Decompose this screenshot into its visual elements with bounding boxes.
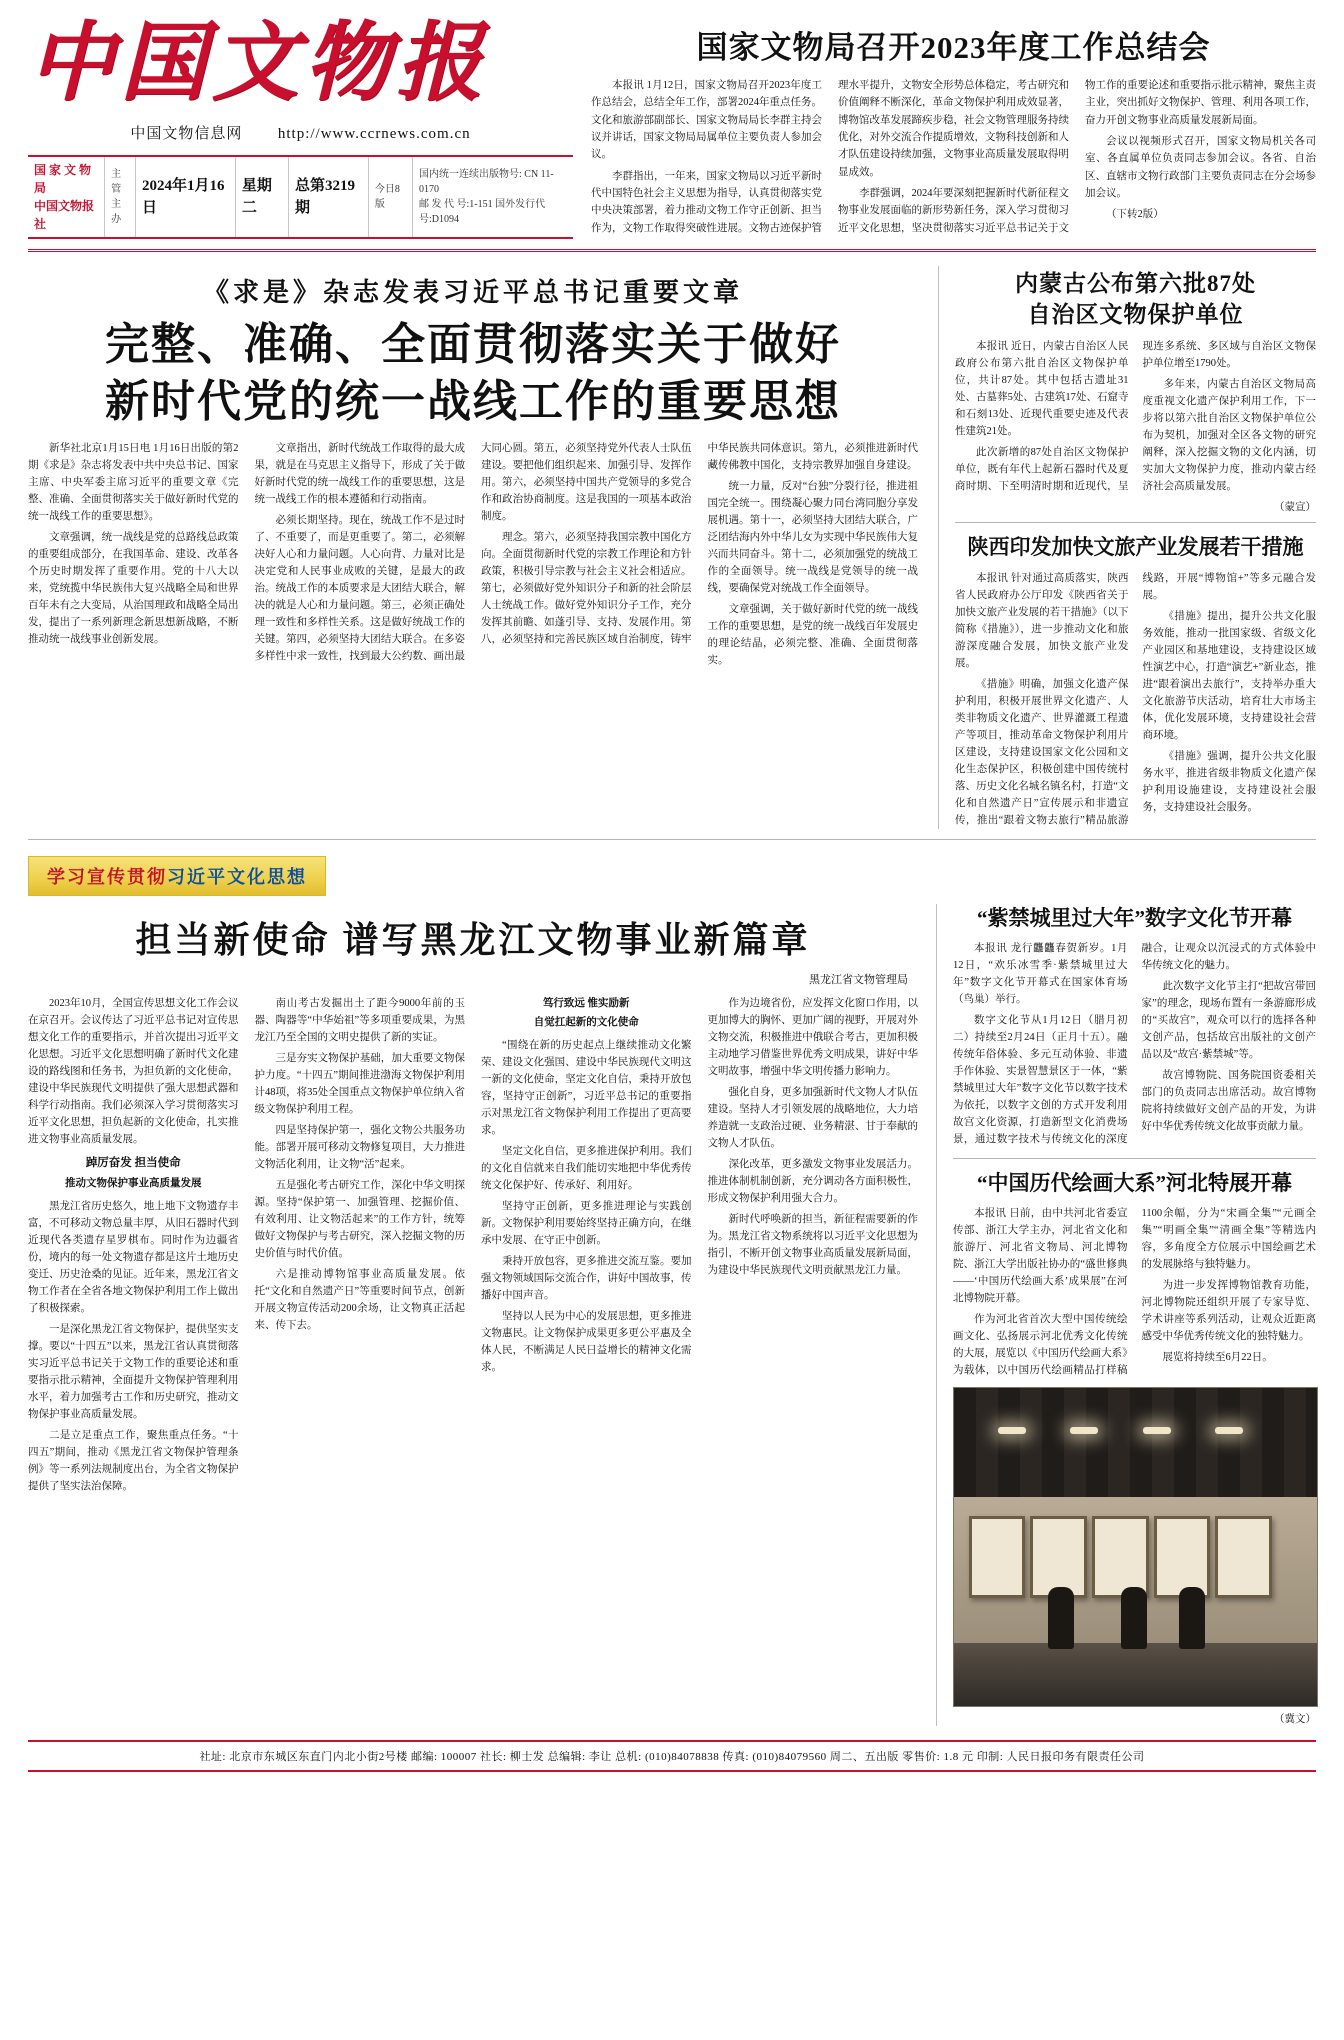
right-article-2-title: 陕西印发加快文旅产业发展若干措施 [967,535,1304,560]
weekday: 星期二 [241,177,272,217]
sponsor-cell [28,157,105,237]
main-feature-kicker: 《求是》杂志发表习近平总书记重要文章 [202,278,743,308]
feature2-subhead-2: 推动文物保护事业高质量发展 [65,1178,202,1190]
photo-lamp [998,1427,1026,1434]
pages-cell [369,157,413,237]
feature2-subhead-3: 笃行致远 惟实励新 [542,997,630,1009]
paragraph: 秉持开放包容，更多推进交流互鉴。要加强文物领域国际交流合作，讲好中国故事，传播好中国声音。 [481,1255,692,1301]
lead-article [591,18,1316,239]
paragraph: 《措施》明确，加强文化遗产保护利用，积极开展世界文化遗产、人类非物质文化遗产、世界灌溉工程遗产等项目，推动革命文物保护利用片区建设，支持建设国家文化公园和文化生态保护区，积极创建中国传统村落、历史文化名城名镇名村，打造“文化和自然遗产日”宣传展示和非遗宣传，推出“跟着文物去旅行”精品旅游线路，开展“博物馆+”等多元融合发展。 [955,572,1316,826]
paragraph-continued: （下转2版） [1106,209,1164,221]
paragraph: 故宫博物院、国务院国资委相关部门的负责同志出席活动。故宫博物院将持续做好文创产品的开发，为讲好中华优秀传统文化故事贡献力量。 [1141,1070,1316,1133]
page-footer: 社址: 北京市东城区东直门内北小街2号楼 邮编: 100007 社长: 柳士发 总编辑: 李让 总机: (010)84078838 传真: (010)84079560 周二、五出版 零售价: 1.8 元 印制: 人民日报印务有限责任公司 [28,1740,1316,1772]
issue-number: 总第3219期 [294,177,355,217]
main-feature-body [28,440,918,669]
right-article-4-title: “中国历代绘画大系”河北特展开幕 [977,1171,1292,1196]
masthead [0,0,1344,239]
paragraph: 本报讯 近日，内蒙古自治区人民政府公布第六批自治区文物保护单位，共计87处。其中包括古遗址31处、古墓葬5处、古建筑17处、石窟寺和石刻13处、近现代重要史迹及代表性建筑21处。 [955,341,1129,438]
photo-artwork [1030,1516,1087,1598]
paragraph: 南山考古发掘出土了距今9000年前的玉器、陶器等“中华始祖”等多项重要成果，为黑龙江乃至全国的文明史提供了新的实证。 [254,997,465,1043]
right-article-2-body [955,570,1316,829]
license-number: 国内统一连续出版物号: CN 11-0170 [419,169,554,196]
lead-article-body [591,77,1316,237]
photo-artwork [1154,1516,1211,1598]
photo-lamp [1070,1427,1098,1434]
photo-lamp [1143,1427,1171,1434]
issue-cell [289,157,369,237]
banner-rest: 习近平文化思想 [167,866,307,887]
feature2-subhead: 踔厉奋发 担当使命 [85,1156,181,1169]
feature2-title: 担当新使命 谱写黑龙江文物事业新篇章 [135,919,811,960]
banner-red-part: 学习宣传贯彻 [47,866,167,887]
paragraph: 二是立足重点工作，聚焦重点任务。“十四五”期间，推动《黑龙江省文物保护管理条例》等一系列法规制度出台，为全省文物保护提供了坚实法治保障。 [28,1430,239,1493]
paragraph: 数字文化节从1月12日（腊月初二）持续至2月24日（正月十五）。融传统年俗体验、多元互动体验、非遗手作体验、实景智慧景区于一体，“紫禁城里过大年”数字文化节以数字技术为依托，以数字文创的方式开发利用故宫文化资源，打造新型文化消费场景，通过数字技术与传统文化的深度融合，让观众以沉浸式的方式体验中华传统文化的魅力。 [953,943,1316,1146]
issue-date: 2024年1月16日 [141,177,225,217]
paragraph: 为进一步发挥博物馆教育功能，河北博物院还组织开展了专家导览、学术讲座等系列活动，让观众近距离感受中华优秀传统文化的独特魅力。 [1141,1280,1316,1343]
role-cell [105,157,136,237]
right-rail [938,266,1316,828]
feature2-column-4 [708,995,919,1500]
paragraph: 四是坚持保护第一，强化文物公共服务功能。部署开展可移动文物修复项目，大力推进文物活化利用，让文物“活”起来。 [254,1124,465,1170]
photo-visitor [1121,1587,1147,1649]
paragraph: 此次数字文化节主打“把故宫带回家”的理念，现场布置有一条游廊形成的“买故宫”，观众可以行的选择各种文创产品，包括故宫出版社的文创产品以及“故宫·紫禁城”等。 [1141,981,1316,1061]
paragraph: 新华社北京1月15日电 1月16日出版的第2期《求是》杂志将发表中共中央总书记、国家主席、中央军委主席习近平的重要文章《完整、准确、全面贯彻落实关于做好新时代党的统一战线工作的重要思想》。 [28,442,239,522]
masthead-left [28,15,573,239]
paragraph: 文章强调，关于做好新时代党的统一战线工作的重要思想，是党的统一战线百年发展史的理论结晶，必须完整、准确、全面贯彻落实。 [707,603,918,666]
right-article-3-title: “紫禁城里过大年”数字文化节开幕 [977,905,1292,930]
right-rail-lower [936,904,1316,1727]
right-article-1-body [955,338,1316,497]
exhibition-photo [953,1387,1318,1707]
paragraph: 文章指出，新时代统战工作取得的最大成果，就是在马克思主义指导下，形成了关于做好新时代党的统一战线工作的重要思想，这是统一战线工作的根本遵循和行动指南。 [254,442,465,505]
right-article-4-body [953,1205,1316,1379]
paragraph: 本报讯 针对通过高质落实，陕西省人民政府办公厅印发《陕西省关于加快文旅产业发展的若干措施》（以下简称《措施》），进一步推动文化和旅游深度融合发展，加快文旅产业发展。 [955,572,1129,669]
paragraph: 文章强调，统一战线是党的总路线总政策的重要组成部分，在我国革命、建设、改革各个历史时期发挥了重要作用。党的十八大以来，党统揽中华民族伟大复兴战略全局和世界百年未有之大变局，从治国理政和战略全局出发，提出了一系列新理念新思想新战略，不断推动统一战线事业创新发展。 [28,531,239,645]
main-feature-headline [28,317,918,430]
feature2-byline: 黑龙江省文物管理局 [809,973,908,986]
feature2 [28,904,918,1727]
lower-section [0,904,1344,1727]
photo-lamp [1215,1427,1243,1434]
photo-visitor [1179,1587,1205,1649]
divider [28,249,1316,252]
photo-artwork [1092,1516,1149,1598]
divider [28,839,1316,840]
paragraph: 必须长期坚持。现在，统战工作不是过时了、不重要了，而是更重要了。第二，必须解决好人心和力量问题。人心向背、力量对比是决定党和人民事业成败的关键，是最大的政治。统战工作的本质要求是大团结大联合，解决的就是人心和力量问题。第三，必须正确处理一致性和多样性关系。这是做好统战工作的关键。第四，必须坚持大团结大联合。在多姿多样性中求一致性，找到最大公约数、画出最大同心圆。第五，必须坚持党外代表人士队伍建设。要把他们组织起来、加强引导、发挥作用。第六，必须坚持中国共产党领导的多党合作和政治协商制度。这是我国的一项基本政治制度。 [254,442,692,662]
divider [955,522,1316,523]
feature2-column-2 [255,995,466,1500]
paragraph: 新时代呼唤新的担当，新征程需要新的作为。黑龙江省文物系统将以习近平文化思想为指引，不断开创文物事业高质量发展新局面，为建设中华民族现代文明贡献黑龙江力量。 [707,1213,918,1276]
paragraph: 李群指出，一年来，国家文物局以习近平新时代中国特色社会主义思想为指导，认真贯彻落实党中央决策部署，着力推动文物工作守正创新、担当作为，文物工作取得突破性进展。文物古迹保护管理水平提升，文物安全形势总体稳定，考古研究和价值阐释不断深化，革命文物保护利用成效显著，博物馆改革发展蹄疾步稳，社会文物管理服务持续优化，对外交流合作提质增效，文物科技创新和人才队伍建设持续加强，文物事业高质量发展取得明显成效。 [591,80,1069,234]
site-name: 中国文物信息网 [130,126,243,143]
today-pages: 今日8版 [374,184,400,211]
paragraph: 2023年10月，全国宣传思想文化工作会议在京召开。会议传达了习近平总书记对宣传思想文化工作的重要指示，并首次提出习近平文化思想。习近平文化思想明确了新时代文化建设的路线图和任务书，为担负新的文化使命，建设中华民族现代文明提供了强大思想武器和科学行动指南。我们必须深入学习贯彻落实习近平文化思想，担负起新的文化使命，扎实推进文物事业高质量发展。 [28,997,239,1145]
section-banner-wrap [0,850,1344,896]
photo-visitor [1048,1587,1074,1649]
site-line [28,122,573,143]
paragraph: “围绕在新的历史起点上继续推动文化繁荣、建设文化强国、建设中华民族现代文明这一新的文化使命，坚定文化自信，秉持开放包容，坚持守正创新”，习近平总书记的重要指示对黑龙江省文物保护利用工作提出了更高要求。 [481,1039,692,1136]
paragraph: 本报讯 1月12日，国家文物局召开2023年度工作总结会，总结全年工作，部署2024年重点任务。文化和旅游部副部长、国家文物局局长李群主持会议并讲话，国家文物局局属单位主要负责人参加会议。 [591,80,822,161]
paragraph: 理念。第六，必须坚持我国宗教中国化方向。全面贯彻新时代党的宗教工作理论和方针政策，积极引导宗教与社会主义社会相适应。第七，必须做好党外知识分子和新的社会阶层人士统战工作。做好党外知识分子工作，充分发挥其前瞻、如蓬引导、支持、发展作用。第八，必须坚持和完善民族区域自治制度，铸牢中华民族共同体意识。第九，必须推进新时代藏传佛教中国化，支持宗教界加强自身建设。 [481,442,918,645]
divider [953,1158,1316,1159]
masthead-meta [28,155,573,239]
sponsor-line1: 国 家 文 物 局 [34,163,92,196]
right-article-1-title [955,268,1316,330]
paragraph: 三是夯实文物保护基础，加大重要文物保护力度。“十四五”期间推进渤海文物保护利用计48项，将35处全国重点文物保护单位纳入省级文物保护利用工程。 [254,1052,465,1115]
paragraph: 李群强调，2024年要深刻把握新时代新征程文物事业发展面临的新形势新任务，深入学习贯彻习近平文化思想，坚决贯彻落实习近平总书记关于文物工作的重要论述和重要指示批示精神，聚焦主责主业，突出抓好文物保护、管理、利用各项工作，奋力开创文物事业高质量发展新局面。 [838,80,1316,234]
paragraph: 强化自身，更多加强新时代文物人才队伍建设。坚持人才引领发展的战略地位，大力培养造就一支政治过硬、业务精湛、甘于奉献的文物人才队伍。 [707,1086,918,1149]
main-feature [28,266,918,828]
title-line-1: 内蒙古公布第六批87处 [1015,271,1256,297]
paragraph: 展览将持续至6月22日。 [1162,1352,1273,1364]
paragraph: 深化改革，更多激发文物事业发展活力。推进体制机制创新，充分调动各方面积极性，形成文物保护利用强大合力。 [707,1158,918,1204]
photo-artwork [969,1516,1026,1598]
license-cell [413,157,573,237]
paragraph: 坚定文化自信，更多推进保护利用。我们的文化自信就来自我们能切实地把中华优秀传统文化保护好、传承好、利用好。 [481,1145,692,1191]
paragraph: 坚持以人民为中心的发展思想，更多推进文物惠民。让文物保护成果更多更公平惠及全体人民，不断满足人民日益增长的精神文化需求。 [481,1310,692,1373]
paragraph: 本报讯 日前，由中共河北省委宣传部、浙江大学主办，河北省文化和旅游厅、河北省文物局、河北博物院、浙江大学出版社协办的“盛世修典——‘中国历代绘画大系’成果展”在河北博物院开幕。 [953,1208,1128,1305]
paragraph: 黑龙江省历史悠久，地上地下文物遗存丰富，不可移动文物总量丰厚，从旧石器时代到近现代各类遗存星罗棋布。同时作为边疆省份，境内的每一处文物遗存都是这片土地历史变迁、历史沧桑的见证。近年来，黑龙江省文物工作者在全省各地文物保护利用工作上做出了积极探索。 [28,1201,239,1315]
paragraph: 一是深化黑龙江省文物保护，提供坚实支撑。要以“十四五”以来，黑龙江省认真贯彻落实习近平总书记关于文物工作的重要论述和重要指示批示精神，全面提升文物保护管理利用水平，着力加强考古工作和历史研究，推动文物保护事业高质量发展。 [28,1324,239,1421]
photo-artwork [1215,1516,1272,1598]
paragraph: 五是强化考古研究工作，深化中华文明探源。坚持“保护第一、加强管理、挖掘价值、有效利用、让文物活起来”的工作方针，统筹做好文物保护与考古研究，深入挖掘文物的历史价值与时代价值。 [254,1179,465,1259]
feature2-subhead-4: 自觉扛起新的文化使命 [533,1016,639,1028]
right-article-3-body [953,940,1316,1148]
paragraph: 六是推动博物馆事业高质量发展。依托“文化和自然遗产日”等重要时间节点，创新开展文物宣传活动200余场，让文物真正活起来、传下去。 [254,1268,465,1331]
paragraph: 统一力量，反对“台独”分裂行径，推进祖国完全统一。围绕凝心聚力同台湾同胞分享发展机遇。第十一，必须坚持大团结大联合，广泛团结海内外中华儿女为实现中华民族伟大复兴而共同奋斗。第十二，必须加强党的统战工作的全面领导。统一战线是党领导的统一战线，要确保党对统战工作全面领导。 [707,480,918,594]
sponsor-line2: 中国文物报社 [34,199,95,232]
paragraph: 作为边境省份，应发挥文化窗口作用，以更加博大的胸怀、更加广阔的视野，开展对外文物交流，积极推进中俄联合考古，更加积极主动地学习借鉴世界优秀文明成果，讲好中华文明故事，增强中华文明传播力影响力。 [707,997,918,1077]
feature2-column-1 [28,995,239,1500]
photo-ceiling [954,1388,1317,1496]
site-url[interactable]: http://www.ccrnews.com.cn [277,126,471,143]
paragraph: 会议以视频形式召开，国家文物局机关各司室、各直属单位负责同志参加会议。各省、自治区、直辖市文物行政部门主要负责同志在分会场参加会议。 [1085,135,1316,199]
paragraph: 本报讯 龙行龘龘春贺新岁。1月12日，“欢乐冰雪季·紫禁城里过大年”数字文化节开幕式在国家体育场（鸟巢）举行。 [953,943,1128,1006]
weekday-cell [236,157,289,237]
paragraph: 作为河北省首次大型中国传统绘画文化、弘扬展示河北优秀文化传统的大展，展览以《中国历代绘画大系》为载体，以中国历代绘画精品打样稿1100余幅，分为“宋画全集”“元画全集”“明画全集”“清画全集”等精选内容，多角度全方位展示中国绘画艺术的发展脉络与独特魅力。 [953,1208,1316,1377]
photo-caption: （冀文） [1274,1714,1316,1726]
paragraph: 此次新增的87处自治区文物保护单位，既有年代上起新石器时代及夏商时期、下至明清时期和近现代，呈现连多系统、多区域与自治区文物保护单位增至1790处。 [955,341,1316,493]
paragraph: 《措施》强调，提升公共文化服务水平，推进省级非物质文化遗产保护利用设施建设，支持建设社会服务，支持建设社会服务。 [1142,750,1316,813]
postal-code: 邮 发 代 号:1-151 国外发行代号:D1094 [419,199,546,226]
right-article-1-signature: （蒙宣） [1274,502,1316,514]
headline-line-2: 新时代党的统一战线工作的重要思想 [105,376,841,426]
headline-line-1: 完整、准确、全面贯彻落实关于做好 [105,320,841,370]
section-banner [28,856,326,896]
role-line1: 主管 [111,169,122,196]
feature2-column-3 [481,995,692,1500]
photo-floor [954,1643,1317,1707]
lead-article-title: 国家文物局召开2023年度工作总结会 [696,30,1211,65]
main-band [0,262,1344,828]
role-line2: 主办 [111,199,122,226]
date-cell [136,157,236,237]
paragraph: 多年来，内蒙古自治区文物局高度重视文化遗产保护利用工作，下一步将以第六批自治区文物保护单位公布为契机，加强对全区各文物的研究阐释，深入挖掘文物的文化内涵，切实加大文物保护力度，推动内蒙古经济社会高质量发展。 [1142,379,1316,493]
newspaper-logo: 中国文物报 [28,15,488,111]
paragraph: 坚持守正创新，更多推进理论与实践创新。文物保护利用要始终坚持正确方向，在继承中发展、在守正中创新。 [481,1200,692,1246]
title-line-2: 自治区文物保护单位 [1027,302,1244,328]
paragraph: 《措施》提出，提升公共文化服务效能，推动一批国家级、省级文化产业园区和基地建设，支持建设区域性演艺中心，打造“演艺+”新业态，推进“跟着演出去旅行”，支持举办重大文化旅游节庆活动，培育壮大市场主体，优化发展环境，支持建设社会营商环境。 [1142,610,1316,741]
